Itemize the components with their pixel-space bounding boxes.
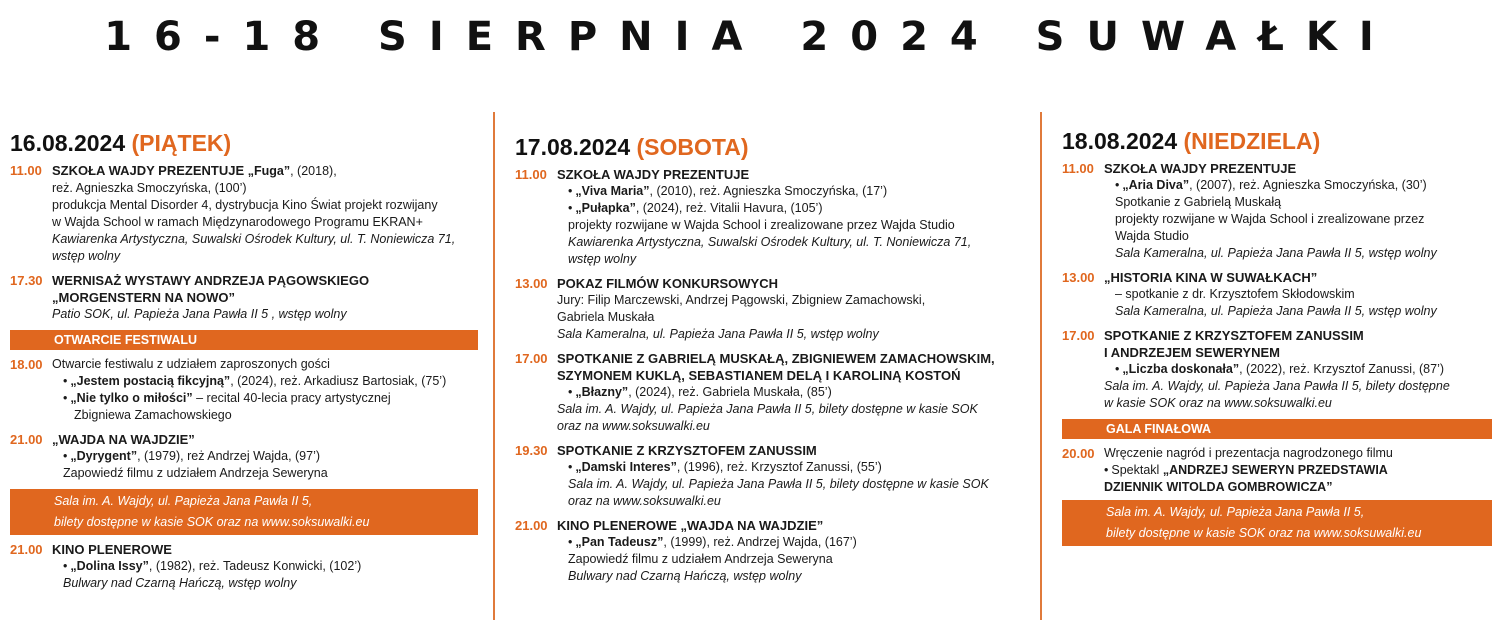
day-heading <box>1062 128 1492 154</box>
event-detail: Wręczenie nagród i prezentacja nagrodzonego filmu <box>1104 446 1393 460</box>
day-heading <box>10 130 478 156</box>
event-detail: , (2018), <box>290 164 337 178</box>
event-detail: , (2007), reż. Agnieszka Smoczyńska, (30’) <box>1189 178 1427 192</box>
film-title: „Nie tylko o miłości” <box>70 391 193 405</box>
event-item <box>515 166 1035 268</box>
film-title: „Dolina Issy” <box>70 559 149 573</box>
event-detail: , (2010), reż. Agnieszka Smoczyńska, (17’) <box>649 184 888 198</box>
event-time: 21.00 <box>515 518 548 533</box>
day-date: 18.08.2024 <box>1062 128 1178 154</box>
column-divider <box>1040 112 1042 620</box>
day-of-week: (NIEDZIELA) <box>1183 128 1321 154</box>
event-title: SPOTKANIE Z GABRIELĄ MUSKAŁĄ, ZBIGNIEWEM ZAMACHOWSKIM, <box>557 351 995 366</box>
event-location: w kasie SOK oraz na www.soksuwalki.eu <box>1104 396 1332 410</box>
event-location: Sala im. A. Wajdy, ul. Papieża Jana Pawła II 5, bilety dostępne w kasie SOK <box>568 477 989 491</box>
event-title: KINO PLENEROWE „WAJDA NA WAJDZIE” <box>557 518 824 533</box>
event-location: Sala Kameralna, ul. Papieża Jana Pawła II 5, wstęp wolny <box>1115 304 1437 318</box>
event-detail: Otwarcie festiwalu z udziałem zaproszonych gości <box>52 357 330 371</box>
event-title: SZKOŁA WAJDY PREZENTUJE <box>557 167 750 182</box>
event-item <box>515 517 1035 585</box>
event-detail: Jury: Filip Marczewski, Andrzej Pągowski, Zbigniew Zamachowski, <box>557 293 926 307</box>
event-title: SZKOŁA WAJDY PREZENTUJE <box>1104 161 1297 176</box>
film-title: „Viva Maria” <box>575 184 650 198</box>
event-location: wstęp wolny <box>568 252 637 266</box>
event-title: WERNISAŻ WYSTAWY ANDRZEJA PĄGOWSKIEGO <box>52 273 370 288</box>
event-detail: , (2024), reż. Arkadiusz Bartosiak, (75’) <box>230 374 447 388</box>
event-title: SZKOŁA WAJDY PREZENTUJE <box>52 163 248 178</box>
venue-box <box>1062 500 1492 546</box>
event-location: Bulwary nad Czarną Hańczą, wstęp wolny <box>63 576 297 590</box>
event-title: SPOTKANIE Z KRZYSZTOFEM ZANUSSIM <box>557 443 817 458</box>
event-detail: projekty rozwijane w Wajda School i zrealizowane przez Wajda Studio <box>568 218 955 232</box>
event-time: 19.30 <box>515 443 548 458</box>
event-time: 18.00 <box>10 357 43 372</box>
event-title: I ANDRZEJEM SEWERYNEM <box>1104 345 1280 360</box>
event-item <box>10 541 478 592</box>
venue-line: Sala im. A. Wajdy, ul. Papieża Jana Pawła II 5, <box>1106 505 1365 519</box>
event-location: Sala im. A. Wajdy, ul. Papieża Jana Pawła II 5, bilety dostępne <box>1104 379 1450 393</box>
event-location: wstęp wolny <box>52 249 121 263</box>
event-location: oraz na www.soksuwalki.eu <box>568 494 721 508</box>
event-detail: Zbigniewa Zamachowskiego <box>74 408 232 422</box>
film-title: „Dyrygent” <box>70 449 138 463</box>
event-item <box>515 442 1035 510</box>
event-detail: , (2024), reż. Gabriela Muskała, (85’) <box>628 385 832 399</box>
event-time: 21.00 <box>10 432 43 447</box>
day-column-sunday <box>1062 128 1492 552</box>
event-detail: Zapowiedź filmu z udziałem Andrzeja Seweryna <box>63 466 328 480</box>
event-location: Sala im. A. Wajdy, ul. Papieża Jana Pawła II 5, bilety dostępne w kasie SOK <box>557 402 978 416</box>
event-title: POKAZ FILMÓW KONKURSOWYCH <box>557 276 778 291</box>
event-title: KINO PLENEROWE <box>52 542 172 557</box>
event-location: Kawiarenka Artystyczna, Suwalski Ośrodek Kultury, ul. T. Noniewicza 71, <box>52 232 456 246</box>
section-banner: OTWARCIE FESTIWALU <box>10 330 478 350</box>
film-title: „Błazny” <box>575 385 629 399</box>
event-location: Patio SOK, ul. Papieża Jana Pawła II 5 , wstęp wolny <box>52 307 347 321</box>
event-item <box>515 275 1035 343</box>
day-column-friday <box>10 130 478 599</box>
event-title: SPOTKANIE Z KRZYSZTOFEM ZANUSSIM <box>1104 328 1364 343</box>
film-title: „Pułapka” <box>575 201 636 215</box>
film-title: „Jestem postacią fikcyjną” <box>70 374 231 388</box>
event-item <box>1062 160 1492 262</box>
event-item <box>1062 269 1492 320</box>
event-item <box>10 356 478 424</box>
film-title: „Damski Interes” <box>575 460 677 474</box>
film-title: „Pan Tadeusz” <box>575 535 664 549</box>
event-detail: Spektakl <box>1111 463 1163 477</box>
event-time: 13.00 <box>515 276 548 291</box>
event-item <box>1062 445 1492 496</box>
festival-title: 16-18 SIERPNIA 2024 SUWAŁKI <box>104 14 1396 60</box>
event-title: „WAJDA NA WAJDZIE” <box>52 432 195 447</box>
event-detail: , (1982), reż. Tadeusz Konwicki, (102’) <box>148 559 362 573</box>
film-title: DZIENNIK WITOLDA GOMBROWICZA” <box>1104 480 1333 494</box>
event-detail: reż. Agnieszka Smoczyńska, (100’) <box>52 181 247 195</box>
event-detail: , (2022), reż. Krzysztof Zanussi, (87’) <box>1239 362 1445 376</box>
day-of-week: (PIĄTEK) <box>131 130 232 156</box>
event-detail: projekty rozwijane w Wajda School i zrealizowane przez <box>1115 212 1425 226</box>
event-detail: , (1996), reż. Krzysztof Zanussi, (55’) <box>676 460 882 474</box>
event-item <box>515 350 1035 435</box>
section-banner: GALA FINAŁOWA <box>1062 419 1492 439</box>
event-title: SZYMONEM KUKLĄ, SEBASTIANEM DELĄ I KAROLINĄ KOSTOŃ <box>557 368 961 383</box>
day-heading <box>515 134 1035 160</box>
event-detail: , (1979), reż Andrzej Wajda, (97’) <box>137 449 321 463</box>
venue-line: bilety dostępne w kasie SOK oraz na www.soksuwalki.eu <box>54 515 370 529</box>
event-detail: w Wajda School w ramach Międzynarodowego Programu EKRAN+ <box>52 215 423 229</box>
event-location: oraz na www.soksuwalki.eu <box>557 419 710 433</box>
film-title: „ANDRZEJ SEWERYN PRZEDSTAWIA <box>1162 463 1388 477</box>
event-item <box>10 272 478 323</box>
column-divider <box>493 112 495 620</box>
event-time: 20.00 <box>1062 446 1095 461</box>
event-time: 17.00 <box>1062 328 1095 343</box>
event-time: 21.00 <box>10 542 43 557</box>
event-location: Bulwary nad Czarną Hańczą, wstęp wolny <box>568 569 802 583</box>
event-detail: Zapowiedź filmu z udziałem Andrzeja Seweryna <box>568 552 833 566</box>
event-location: Sala Kameralna, ul. Papieża Jana Pawła II 5, wstęp wolny <box>1115 246 1437 260</box>
film-title: „Liczba doskonała” <box>1122 362 1240 376</box>
event-time: 11.00 <box>1062 161 1094 176</box>
day-date: 17.08.2024 <box>515 134 631 160</box>
day-of-week: (SOBOTA) <box>636 134 749 160</box>
event-time: 17.30 <box>10 273 43 288</box>
day-date: 16.08.2024 <box>10 130 126 156</box>
event-item <box>10 162 478 265</box>
event-location: Sala Kameralna, ul. Papieża Jana Pawła II 5, wstęp wolny <box>557 327 879 341</box>
event-detail: Spotkanie z Gabrielą Muskałą <box>1115 195 1282 209</box>
event-detail: , (2024), reż. Vitalii Havura, (105’) <box>635 201 823 215</box>
event-title: „MORGENSTERN NA NOWO” <box>52 290 235 305</box>
event-detail: – recital 40-lecia pracy artystycznej <box>192 391 391 405</box>
event-time: 11.00 <box>10 163 42 178</box>
event-item <box>10 431 478 482</box>
venue-line: Sala im. A. Wajdy, ul. Papieża Jana Pawła II 5, <box>54 494 313 508</box>
event-time: 17.00 <box>515 351 548 366</box>
event-location: Kawiarenka Artystyczna, Suwalski Ośrodek Kultury, ul. T. Noniewicza 71, <box>568 235 972 249</box>
film-title: „Fuga” <box>247 164 291 178</box>
event-time: 13.00 <box>1062 270 1095 285</box>
film-title: „Aria Diva” <box>1122 178 1190 192</box>
event-detail: Wajda Studio <box>1115 229 1189 243</box>
event-title: „HISTORIA KINA W SUWAŁKACH” <box>1104 270 1318 285</box>
day-column-saturday <box>515 134 1035 592</box>
event-time: 11.00 <box>515 167 547 182</box>
venue-line: bilety dostępne w kasie SOK oraz na www.soksuwalki.eu <box>1106 526 1422 540</box>
event-detail: Gabriela Muskała <box>557 310 655 324</box>
event-detail: – spotkanie z dr. Krzysztofem Skłodowskim <box>1115 287 1355 301</box>
event-detail: produkcja Mental Disorder 4, dystrybucja Kino Świat projekt rozwijany <box>52 198 438 212</box>
event-detail: , (1999), reż. Andrzej Wajda, (167’) <box>663 535 857 549</box>
event-item <box>1062 327 1492 412</box>
venue-box <box>10 489 478 535</box>
